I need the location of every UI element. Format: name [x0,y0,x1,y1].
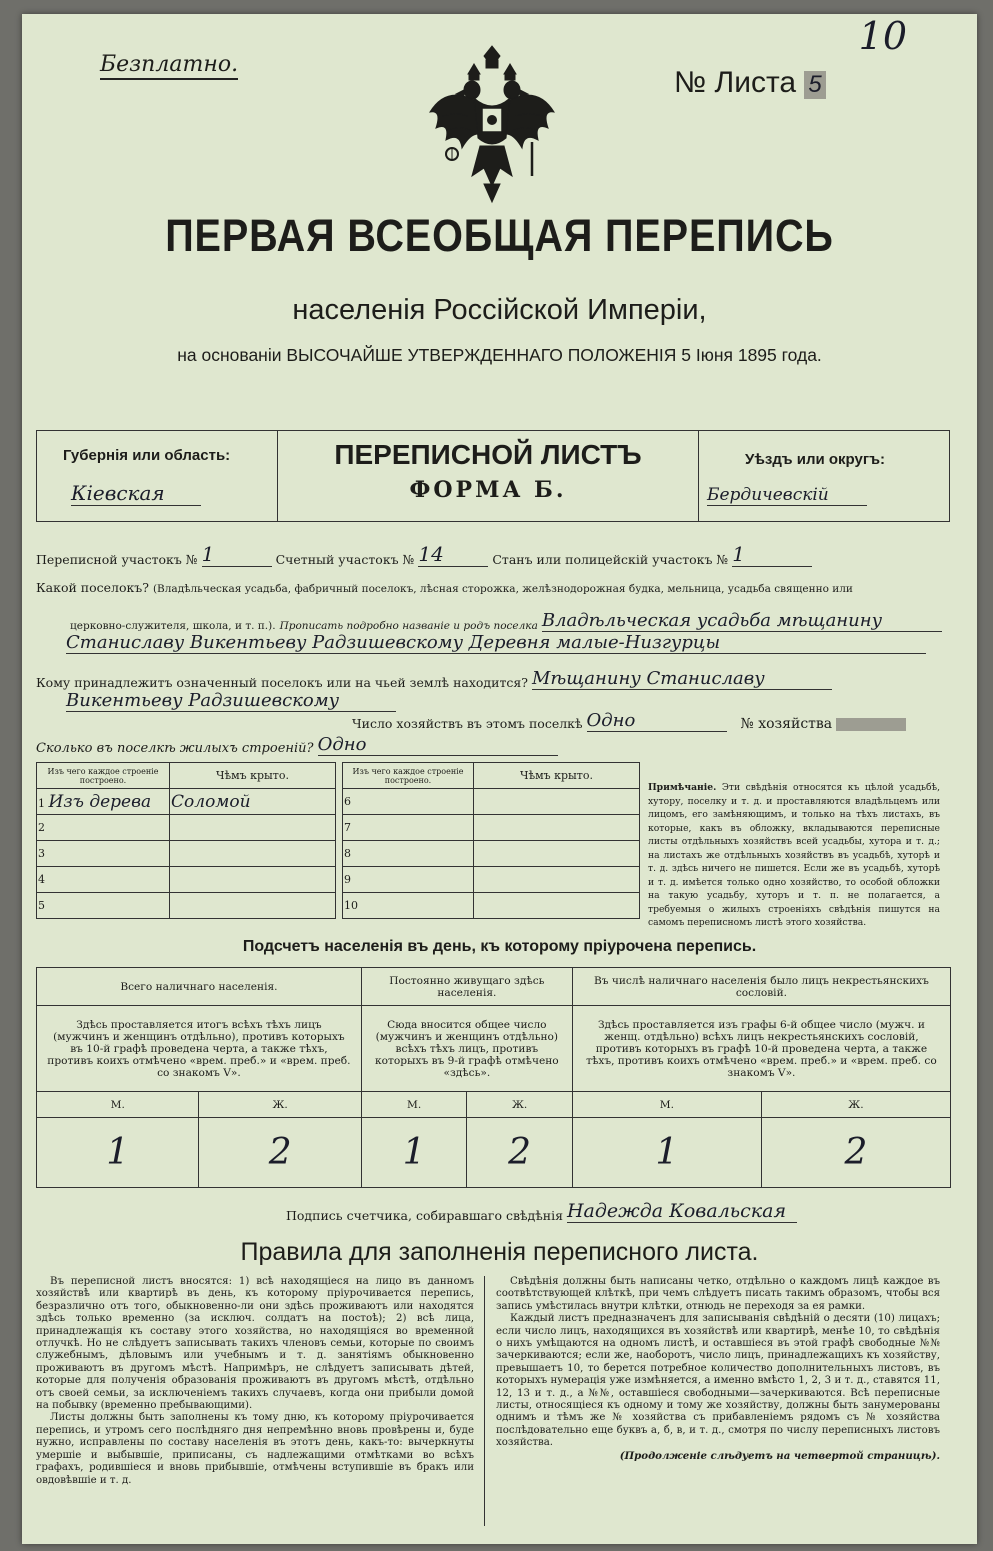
building-row-number: 7 [343,815,474,841]
signature-label: Подпись счетчика, собиравшаго свѣдѣнія [286,1208,563,1223]
rules-divider [484,1276,485,1526]
count-value: 2 [761,1118,950,1188]
building-row [343,893,640,919]
building-row-number: 9 [343,867,474,893]
form-title-cell [278,431,699,521]
building-material: Изъ дерева [48,791,152,812]
double-headed-eagle-emblem [422,42,562,212]
rules-right-p2: Каждый листъ предназначенъ для записыванія свѣдѣній о десяти (10) лицахъ; если число лицъ, находящихся въ хозяйствѣ или квартирѣ, менѣе 10, то свѣдѣнія о нихъ умѣщаются на одномъ листѣ, и оставшіеся въ этой графѣ свободные №№ зачеркиваются; если же, наоборотъ, число лицъ, принадлежащихъ къ хозяйству, превышаетъ 10, то берется потребное количество дополнительныхъ листовъ, въ которыхъ нумерація уже измѣняется, а именно вмѣсто 1, 2, 3 и т. д., ставятся 11, 12, 13 и т. д., а №№, оставшіеся свободными—зачеркиваются. Всѣ переписные листы, относящіеся къ одному и тому же хозяйству, должны быть занумерованы однимъ и тѣмъ же № хозяйства съ прибавленіемъ рядомъ съ № хозяйства послѣдовательно еще буквъ а, б, в, и т. д., смотря по числу переписныхъ листовъ хозяйства. [496,1313,940,1449]
corner-number: 10 [858,14,907,58]
note-text: Эти свѣдѣнія относятся къ цѣлой усадьбѣ, хутору, поселку и т. д. и проставляются владѣльцемъ или лицомъ, его замѣняющимъ, и только на тѣхъ листахъ, въ которые, какъ въ обложку, вкладываются переписные листы отдѣльныхъ хозяйствъ всей усадьбы, хутора и т. д.; на листахъ же отдѣльныхъ хозяйствъ въ усадьбѣ, хуторѣ и т. д. здѣсь ничего не пишется. Если же въ усадьбѣ, хуторѣ и т. д. имѣется только одно хозяйство, то особой обложки на такую усадьбу, хуторъ и т. п. не полагается, а требуемыя о жилыхъ строеніяхъ свѣдѣнія пишутся на самомъ переписномъ листѣ этого хозяйства. [648,782,941,928]
households-line [352,710,906,732]
f-header: Ж. [467,1092,573,1118]
buildings-table-right [342,762,640,919]
stan-label: Станъ или полицейскій участокъ № [492,552,729,567]
col-material-header: Изъ чего каждое строеніе построено. [343,763,474,789]
signature-line [286,1200,797,1223]
census-subtitle: населенія Россійской Имперіи, [292,294,707,326]
buildings-note [648,781,940,930]
poselok-value-1: Владѣльческая усадьба мѣщанину [542,610,942,632]
rules-right-p1: Свѣдѣнія должны быть написаны четко, отдѣльно о каждомъ лицѣ каждое въ соотвѣтствующей клѣткѣ, при чемъ слѣдуетъ писать такимъ образомъ, чтобы вся запись умѣстилась внутри клѣтки, отнюдь не переходя за ея рамки. [496,1276,940,1312]
building-row-number: 3 [37,841,170,867]
rules-continued: (Продолженіе слѣдуетъ на четвертой страницѣ). [619,1449,940,1462]
rules-heading: Правила для заполненія переписного листа. [240,1238,759,1266]
m-header: М. [572,1092,761,1118]
buildings-label: Сколько въ поселкѣ жилыхъ строеній? [36,741,314,756]
uezd-cell [699,431,949,521]
m-header: М. [37,1092,199,1118]
col3-title: Въ числѣ наличнаго населенія было лицъ некрестьянскихъ сословій. [572,968,950,1006]
poselok-label: Какой поселокъ? [36,580,149,595]
col1-desc: Здѣсь проставляется итогъ всѣхъ тѣхъ лицъ (мужчинъ и женщинъ отдѣльно), противъ которыхъ въ 10-й графѣ проведена черта, а также тѣхъ, противъ коихъ отмѣчено «врем. преб.» и «врем. преб. со знакомъ V». [37,1006,362,1092]
building-row-number: 4 [37,867,170,893]
col2-title: Постоянно живущаго здѣсь населенія. [361,968,572,1006]
owner-label: Кому принадлежитъ означенный поселокъ или на чьей землѣ находится? [36,675,528,690]
col-roof-header: Чѣмъ крыто. [170,763,336,789]
owner-line [36,668,832,690]
building-row-number: 1 [38,796,45,810]
count-value: 1 [361,1118,466,1188]
building-row [37,867,336,893]
perepisnoy-value: 1 [202,542,272,567]
schetny-label: Счетный участокъ № [275,552,415,567]
count-value: 2 [199,1118,361,1188]
f-header: Ж. [761,1092,950,1118]
building-row [37,789,336,815]
col2-desc: Сюда вносится общее число (мужчинъ и женщинъ отдѣльно) всѣхъ тѣхъ лицъ, противъ которыхъ въ 9-й графѣ отмѣчено «здѣсь». [361,1006,572,1092]
building-row-number: 5 [37,893,170,919]
building-row-number: 10 [343,893,474,919]
uezd-value: Бердичевскій [707,485,867,506]
poselok-value-2: Станиславу Викентьеву Радзишевскому Деревня малые-Низгурцы [66,632,926,654]
form-title: ПЕРЕПИСНОЙ ЛИСТЪ [334,439,642,470]
poselok-line-2 [70,610,942,632]
sheet-number [674,66,826,100]
rules-right-column [496,1276,940,1462]
count-value: 1 [37,1118,199,1188]
sheet-number-value: 5 [804,71,825,99]
count-value: 1 [572,1118,761,1188]
population-count-table [36,967,951,1188]
col-roof-header: Чѣмъ крыто. [474,763,640,789]
f-header: Ж. [199,1092,361,1118]
uezd-label: Уѣздъ или округъ: [745,451,886,468]
free-label: Безплатно. [100,52,238,80]
rules-left-column [36,1276,474,1487]
household-no-box [836,718,906,731]
col-material-header: Изъ чего каждое строеніе построено. [37,763,170,789]
count-value: 2 [467,1118,573,1188]
poselok-hint-2: церковно-служителя, школа, и т. п.). [70,620,276,632]
rules-left-p1: Въ переписной листъ вносятся: 1) всѣ находящіеся на лицо въ данномъ хозяйствѣ или квартирѣ въ день, къ которому пріурочивается перепись, безразлично отъ того, обыкновенно-ли они здѣсь проживаютъ или находятся здѣсь только временно (за исключ. солдатъ на постоѣ); 2) всѣ лица, принадлежащія къ составу этого хозяйства, но находящіяся во временной отлучкѣ. Но не слѣдуетъ записывать такихъ членовъ семьи, которые по своимъ служебнымъ, дѣловымъ или учебнымъ и т. д. занятіямъ обыкновенно проживаютъ въ другомъ мѣстѣ. Напримѣръ, не слѣдуетъ записывать дѣтей, которые для полученія образованія проживаютъ въ другомъ мѣстѣ, отдѣльно отъ своей семьи, за исключеніемъ такихъ случаевъ, когда они прибыли домой на побывку (временно пребывающими). [36,1276,474,1412]
building-roof: Соломой [170,789,336,815]
building-row [37,841,336,867]
m-header: М. [361,1092,466,1118]
rules-left-p2: Листы должны быть заполнены къ тому дню, къ которому пріурочивается перепись, и утромъ сего послѣдняго дня непремѣнно вновь провѣрены и, буде нужно, исправлены по составу населенія въ этотъ день, какъ-то: вычеркнуты умершіе и выбывшіе, приписаны, съ надлежащими отмѣтками во всѣхъ графахъ, родившіеся и вновь прибывшіе, отмѣчены вступившіе въ бракъ или овдовѣвшіе и т. д. [36,1412,474,1486]
buildings-line [36,734,558,756]
household-no-label: № хозяйства [740,716,833,732]
households-label: Число хозяйствъ въ этомъ поселкѣ [352,716,583,731]
col1-title: Всего наличнаго населенія. [37,968,362,1006]
building-row-number: 6 [343,789,474,815]
building-row [343,815,640,841]
building-row [343,789,640,815]
buildings-value: Одно [318,734,558,756]
poselok-line [36,580,853,595]
signature-value: Надежда Ковальская [567,1200,797,1223]
gubernia-value: Кіевская [71,481,201,506]
poselok-hint-1: (Владѣльческая усадьба, фабричный поселокъ, лѣсная сторожка, желѣзнодорожная будка, мельница, усадьба священно или [152,583,853,595]
stan-value: 1 [732,542,812,567]
sheet-number-label: № Листа [674,66,797,99]
count-heading: Подсчетъ населенія въ день, къ которому пріурочена перепись. [242,938,757,955]
gubernia-cell [37,431,278,521]
building-row [343,867,640,893]
note-title: Примѣчаніе. [648,782,717,793]
building-row-number: 8 [343,841,474,867]
col3-desc: Здѣсь проставляется изъ графы 6-й общее число (мужч. и женщ. отдѣльно) всѣхъ лицъ некрестьянскихъ сословій, противъ которыхъ въ графѣ 10-й проведена черта, а также тѣхъ, противъ коихъ отмѣчено «врем. преб.» и «врем. преб. со знакомъ V». [572,1006,950,1092]
owner-value-1: Мѣщанину Станиславу [532,668,832,690]
perepisnoy-label: Переписной участокъ № [36,552,198,567]
district-line [36,542,812,567]
census-title: ПЕРВАЯ ВСЕОБЩАЯ ПЕРЕПИСЬ [165,210,834,261]
households-value: Одно [587,710,727,732]
owner-value-2: Викентьеву Радзишевскому [66,690,396,712]
building-row-number: 2 [37,815,170,841]
building-row [37,893,336,919]
census-basis: на основаніи ВЫСОЧАЙШЕ УТВЕРЖДЕННАГО ПОЛОЖЕНІЯ 5 Іюня 1895 года. [177,345,822,365]
buildings-table-left [36,762,336,919]
building-row [343,841,640,867]
form-subtitle: ФОРМА Б. [409,477,567,503]
gubernia-label: Губернія или область: [63,447,231,464]
poselok-instruction: Прописать подробно названіе и родъ поселка [279,620,538,632]
building-row [37,815,336,841]
census-sheet [22,14,977,1544]
form-header-box [36,430,950,522]
schetny-value: 14 [418,542,488,567]
